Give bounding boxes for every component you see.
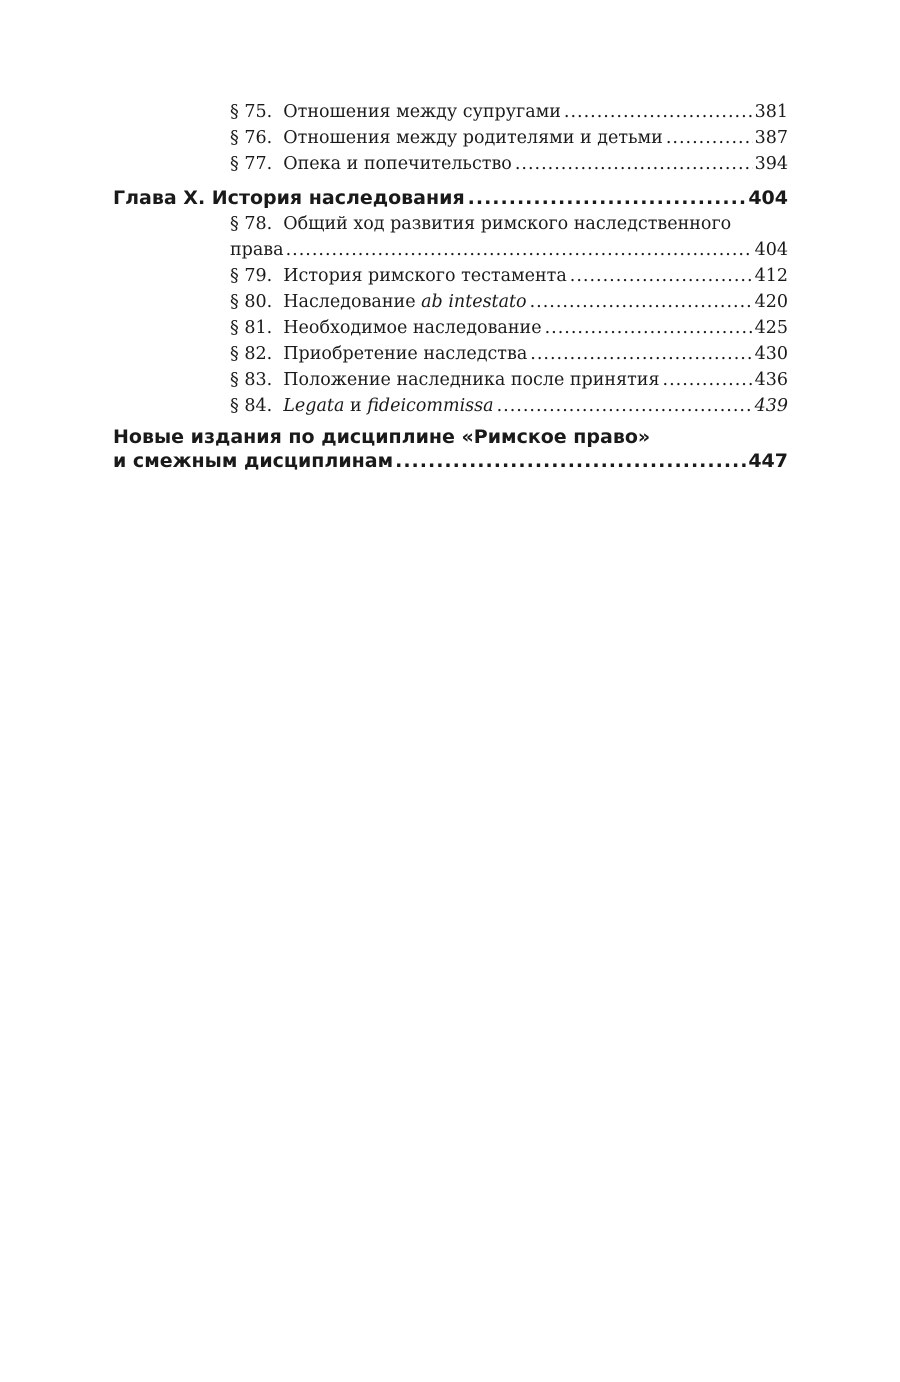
dot-leader [286,237,753,263]
toc-entry-s75[interactable] [113,99,788,125]
toc-entry-s84[interactable] [113,393,788,419]
chapter-title-line2: и смежным дисциплинам [113,450,394,472]
section-number: § 78. [230,214,273,234]
dot-leader [564,99,753,125]
dot-leader [530,289,753,315]
page-number: 439 [754,396,788,416]
dot-leader [570,263,753,289]
page-number: 447 [748,450,788,472]
section-title: Опека и попечительство [283,154,512,174]
toc-chapter-new-editions[interactable] [113,425,788,473]
page-number: 425 [754,318,788,338]
section-title-plain: Наследование [283,292,416,312]
dot-leader [497,393,753,419]
section-title-italic-a: Legata [283,396,345,416]
section-title-italic: ab intestato [421,292,527,312]
toc-entry-s81[interactable] [113,315,788,341]
section-number: § 83. [230,370,273,390]
section-number: § 80. [230,292,273,312]
dot-leader [666,125,753,151]
section-number: § 81. [230,318,273,338]
toc-entry-s77[interactable] [113,151,788,177]
page-number: 404 [754,240,788,260]
section-title-line1: Общий ход развития римского наследственного [283,214,732,234]
chapter-title: Глава X. История наследования [113,187,465,209]
section-number: § 82. [230,344,273,364]
toc-entry-s82[interactable] [113,341,788,367]
toc-entry-s78[interactable] [113,211,788,263]
section-number: § 77. [230,154,273,174]
section-title: История римского тестамента [283,266,567,286]
page-number: 381 [754,102,788,122]
section-title: Необходимое наследование [283,318,542,338]
section-number: § 84. [230,396,273,416]
page-number: 412 [754,266,788,286]
toc-entry-s76[interactable] [113,125,788,151]
dot-leader [545,315,753,341]
page-number: 387 [754,128,788,148]
page-number: 430 [754,344,788,364]
section-title-plain: и [349,396,362,416]
section-title: Отношения между супругами [283,102,561,122]
section-title [283,289,526,315]
section-number: § 76. [230,128,273,148]
dot-leader [395,449,746,473]
section-title-italic-b: fideicommissa [367,396,494,416]
toc-chapter-10[interactable] [113,185,788,211]
table-of-contents [113,99,788,473]
section-number: § 79. [230,266,273,286]
page-number: 436 [754,370,788,390]
section-title: Отношения между родителями и детьми [283,128,663,148]
page-number: 394 [754,154,788,174]
dot-leader [530,341,752,367]
page-number: 404 [748,187,788,209]
section-title: Положение наследника после принятия [283,370,660,390]
page-number: 420 [754,292,788,312]
toc-entry-s79[interactable] [113,263,788,289]
section-title-line2: права [230,240,284,260]
toc-entry-s80[interactable] [113,289,788,315]
section-title: Приобретение наследства [283,344,528,364]
dot-leader [515,151,753,177]
dot-leader [468,185,747,211]
dot-leader [663,367,753,393]
toc-entry-s83[interactable] [113,367,788,393]
section-number: § 75. [230,102,273,122]
chapter-title-line1: Новые издания по дисциплине «Римское право» [113,426,651,448]
section-title [283,393,493,419]
